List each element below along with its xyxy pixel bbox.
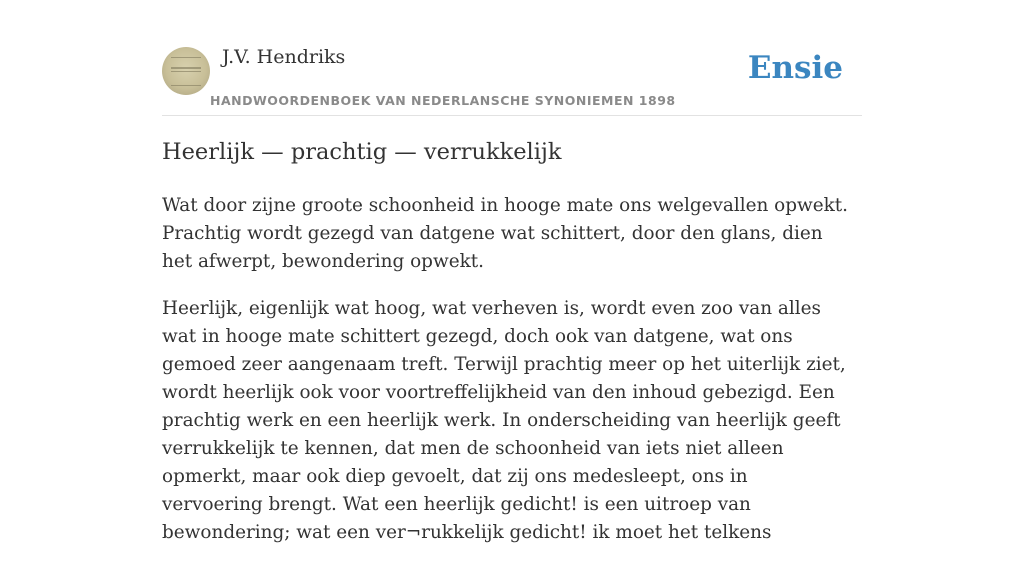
avatar-detail: [171, 85, 201, 86]
avatar-detail: [171, 71, 201, 72]
header: [162, 46, 862, 116]
entry-paragraph: Wat door zijne groote schoonheid in hooge mate ons welgevallen opwekt. Prachtig wordt gezegd van datgene wat schittert, door den glans, dien het afwerpt, bewondering opwekt.: [162, 195, 849, 272]
author-name[interactable]: J.V. Hendriks: [222, 46, 346, 68]
entry-paragraph: Heerlijk, eigenlijk wat hoog, wat verheven is, wordt even zoo van alles wat in hooge mate schittert gezegd, doch ook van datgene, wat ons gemoed zeer aangenaam treft. Terwijl prachtig meer op het uiterlijk ziet, wordt heerlijk ook voor voortreffelijkheid van den inhoud gebezigd. Een prachtig werk en een heerlijk werk. In onderscheiding van heerlijk geeft verrukkelijk te kennen, dat men de schoonheid van iets niet alleen opmerkt, maar ook diep gevoelt, dat zij ons medesleept, ons in vervoering brengt. Wat een heerlijk gedicht! is een uitroep van bewondering; wat een ver¬rukkelijk gedicht! ik moet het telkens: [162, 298, 846, 543]
book-cover-avatar-icon[interactable]: [162, 47, 210, 95]
header-divider: [162, 115, 862, 116]
source-title[interactable]: HANDWOORDENBOEK VAN NEDERLANSCHE SYNONIEMEN 1898: [210, 93, 676, 108]
avatar-detail: [171, 57, 201, 58]
entry-title: Heerlijk — prachtig — verrukkelijk: [162, 139, 562, 165]
ensie-logo[interactable]: Ensie: [747, 50, 843, 86]
entry-content: [162, 192, 852, 566]
avatar-detail: [171, 67, 201, 69]
